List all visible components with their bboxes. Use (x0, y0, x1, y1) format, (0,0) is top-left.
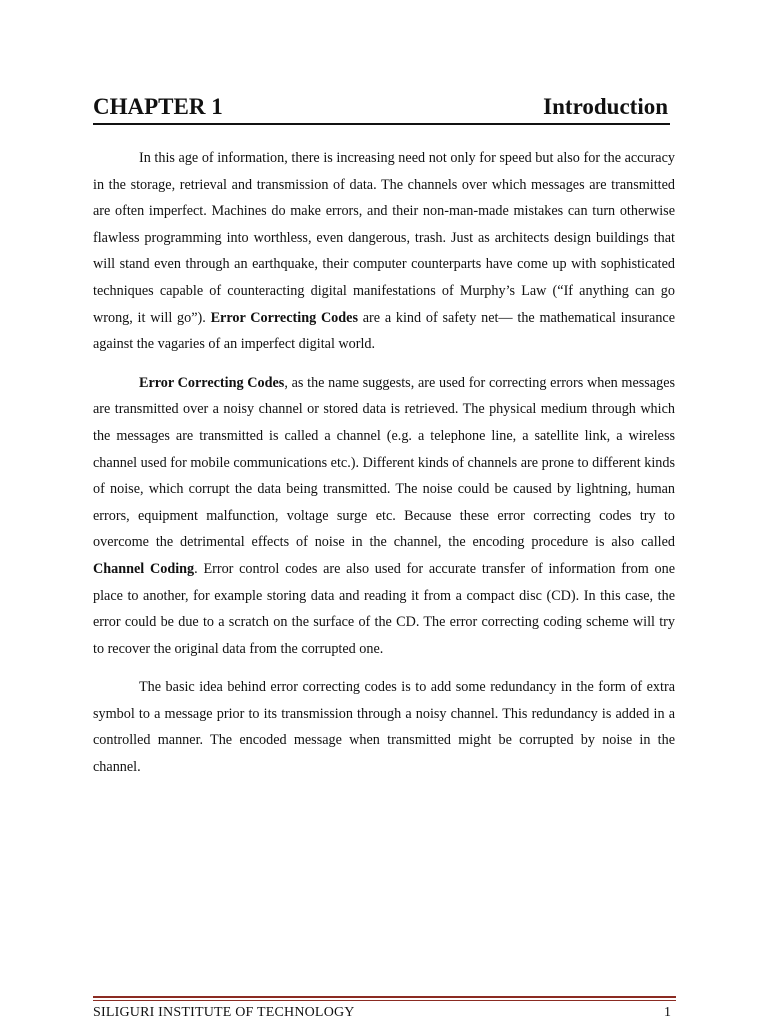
footer-page-number: 1 (664, 1005, 671, 1020)
paragraph-1-run-3: are a kind of safety net— the mathematical insurance against the vagaries of an imperfect digital world. (93, 309, 676, 353)
paragraph-1-run-1: In this age of information, there is increasing need not only for speed but also for the accuracy in the storage, retrieval and transmission of data. The channels over which messages are transmitted are often imperfect. Machines do make errors, and their non-man-made mistakes can turn otherwise flawless programming into worthless, even dangerous, trash. Just as architects design buildings that will stand even through an earthquake, their computer counterparts have come up with sophisticated techniques capable of counteracting digital manifestations of Murphy’s Law (“If anything can go wrong, it will go”). (93, 150, 675, 326)
footer-institution: SILIGURI INSTITUTE OF TECHNOLOGY (93, 1005, 355, 1020)
paragraph-2-run-1-bold: Error Correcting Codes (139, 374, 285, 391)
paragraph-1 (93, 145, 675, 358)
footer-rule-thick (93, 996, 676, 998)
paragraph-2-run-3-bold: Channel Coding (93, 560, 195, 577)
paragraph-2 (93, 370, 675, 663)
paragraph-1-run-2-bold: Error Correcting Codes (210, 309, 358, 326)
paragraph-3 (93, 674, 675, 780)
paragraph-3-run-1: The basic idea behind error correcting codes is to add some redundancy in the form of extra symbol to a message prior to its transmission through a noisy channel. This redundancy is added in a controlled manner. The encoded message when transmitted might be corrupted by noise in the channel. (93, 679, 675, 776)
paragraph-2-run-4: . Error control codes are also used for accurate transfer of information from one place to another, for example storing data and reading it from a compact disc (CD). In this case, the error could be due to a scratch on the surface of the CD. The error correcting coding scheme will try to recover the original data from the corrupted one. (93, 560, 676, 657)
chapter-number: CHAPTER 1 (93, 94, 223, 119)
paragraph-2-run-2: , as the name suggests, are used for correcting errors when messages are transmitted over a noisy channel or stored data is retrieved. The physical medium through which the messages are transmitted is called a channel (e.g. a telephone line, a satellite link, a wireless channel used for mobile communications etc.). Different kinds of channels are prone to different kinds of noise, which corrupt the data being transmitted. The noise could be caused by lightning, human errors, equipment malfunction, voltage surge etc. Because these error correcting codes try to overcome the detrimental effects of noise in the channel, the encoding procedure is also called (93, 374, 676, 551)
chapter-title: Introduction (543, 94, 668, 119)
chapter-header (93, 93, 670, 125)
body-text (93, 145, 675, 793)
footer-rule-thin (93, 1000, 676, 1001)
